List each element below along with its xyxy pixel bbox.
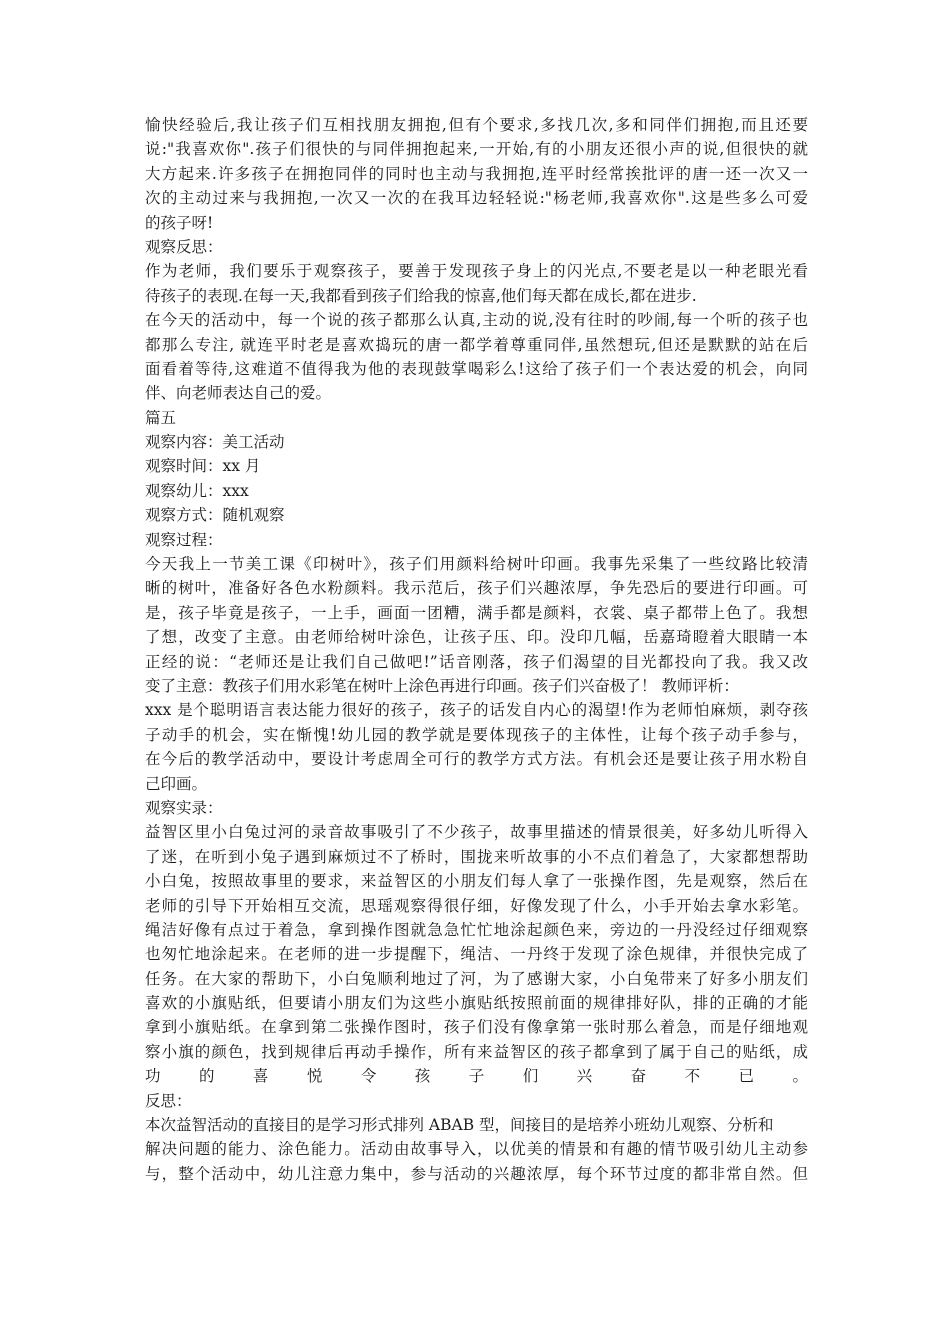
text-line: 观察方式：随机观察 [145, 506, 285, 525]
document-body [145, 113, 808, 1186]
text-line: 与，整个活动中，幼儿注意力集中，参与活动的兴趣浓厚，每个环节过度的都非常自然。但 [145, 1164, 808, 1183]
text-line: 观察时间：xx 月 [145, 457, 261, 476]
text-line: 了想，改变了主意。由老师给树叶涂色，让孩子压、印。没印几幅，岳嘉琦瞪着大眼睛一本 [145, 628, 808, 647]
text-line: 大方起来.许多孩子在拥抱同伴的同时也主动与我拥抱,连平时经常挨批评的唐一还一次又一 [145, 164, 808, 183]
text-line: 老师的引导下开始相互交流，思瑶观察得很仔细，好像发现了什么，小手开始去拿水彩笔。 [145, 896, 808, 915]
text-line: 是，孩子毕竟是孩子，一上手，画面一团糟，满手都是颜料，衣裳、桌子都带上色了。我想 [145, 603, 808, 622]
text-line: 益智区里小白兔过河的录音故事吸引了不少孩子，故事里描述的情景很美，好多幼儿听得入 [145, 823, 808, 842]
text-line: 伴、向老师表达自己的爱。 [145, 384, 332, 403]
text-line: 变了主意：教孩子们用水彩笔在树叶上涂色再进行印画。孩子们兴奋极了！ 教师评析： [145, 676, 739, 695]
text-line: 愉快经验后,我让孩子们互相找朋友拥抱,但有个要求,多找几次,多和同伴们拥抱,而且还要 [145, 116, 808, 134]
text-line: 小白兔，按照故事里的要求，来益智区的小朋友们每人拿了一张操作图，先是观察，然后在 [145, 872, 808, 891]
text-line: 面看着等待,这难道不值得我为他的表现鼓掌喝彩么!这给了孩子们一个表达爱的机会，向同 [145, 359, 808, 378]
text-line: 拿到小旗贴纸。在拿到第二张操作图时，孩子们没有像拿第一张时那么着急，而是仔细地观 [145, 1018, 808, 1037]
text-line: 子动手的机会，实在惭愧!幼儿园的教学就是要体现孩子的主体性，让每个孩子动手参与， [145, 725, 808, 744]
text-line: 功的喜悦令孩子们兴奋不已。 [145, 1067, 808, 1086]
text-line: 观察内容：美工活动 [145, 433, 285, 452]
text-line: 在今天的活动中，每一个说的孩子都那么认真,主动的说,没有往时的吵闹,每一个听的孩子也 [145, 311, 808, 330]
text-line: 观察幼儿：xxx [145, 481, 249, 500]
text-line: 反思： [145, 1091, 192, 1110]
text-line: 在今后的教学活动中，要设计考虑周全可行的教学方式方法。有机会还是要让孩子用水粉自 [145, 750, 808, 769]
text-line: 的孩子呀! [145, 213, 214, 232]
text-line: 晰的树叶，准备好各色水粉颜料。我示范后，孩子们兴趣浓厚，争先恐后的要进行印画。可 [145, 579, 808, 598]
text-line: 今天我上一节美工课《印树叶》，孩子们用颜料给树叶印画。我事先采集了一些纹路比较清 [145, 555, 808, 574]
text-line: 作为老师，我们要乐于观察孩子，要善于发现孩子身上的闪光点,不要老是以一种老眼光看 [145, 262, 808, 281]
text-line: 待孩子的表现.在每一天,我都看到孩子们给我的惊喜,他们每天都在成长,都在进步. [145, 286, 697, 305]
text-line: 都那么专注, 就连平时老是喜欢捣玩的唐一都学着尊重同伴,虽然想玩,但还是默默的站在后 [145, 335, 808, 354]
text-line: 正经的说：“老师还是让我们自己做吧!”话音刚落，孩子们渴望的目光都投向了我。我又改 [145, 652, 808, 671]
text-line: 绳洁好像有点过于着急，拿到操作图就急急忙忙地涂起颜色来，旁边的一丹没经过仔细观察 [145, 920, 808, 939]
text-line: 篇五 [145, 408, 177, 427]
text-line: 任务。在大家的帮助下，小白兔顺利地过了河，为了感谢大家，小白兔带来了好多小朋友们 [145, 969, 808, 988]
text-line: 解决问题的能力、涂色能力。活动由故事导入，以优美的情景和有趣的情节吸引幼儿主动参 [145, 1140, 808, 1159]
text-line: 察小旗的颜色，找到规律后再动手操作，所有来益智区的孩子都拿到了属于自己的贴纸，成 [145, 1042, 808, 1061]
text-line: 次的主动过来与我拥抱,一次又一次的在我耳边轻轻说:"杨老师,我喜欢你".这是些多么可爱 [145, 189, 808, 208]
text-line: 观察实录： [145, 798, 223, 817]
text-line: 观察过程： [145, 530, 223, 549]
text-line: 也匆忙地涂起来。在老师的进一步提醒下，绳洁、一丹终于发现了涂色规律，并很快完成了 [145, 945, 808, 964]
text-line: xxx 是个聪明语言表达能力很好的孩子，孩子的话发自内心的渴望!作为老师怕麻烦，剥夺孩 [145, 701, 808, 720]
text-line: 说:"我喜欢你".孩子们很快的与同伴拥抱起来,一开始,有的小朋友还很小声的说,但很快的就 [145, 140, 808, 159]
text-line: 本次益智活动的直接目的是学习形式排列 ABAB 型，间接目的是培养小班幼儿观察、分析和 [145, 1116, 774, 1135]
text-line: 了迷，在听到小兔子遇到麻烦过不了桥时，围拢来听故事的小不点们着急了，大家都想帮助 [145, 847, 808, 866]
text-line: 喜欢的小旗贴纸，但要请小朋友们为这些小旗贴纸按照前面的规律排好队，排的正确的才能 [145, 994, 808, 1013]
text-line: 己印画。 [145, 774, 208, 793]
text-line: 观察反思： [145, 237, 223, 256]
